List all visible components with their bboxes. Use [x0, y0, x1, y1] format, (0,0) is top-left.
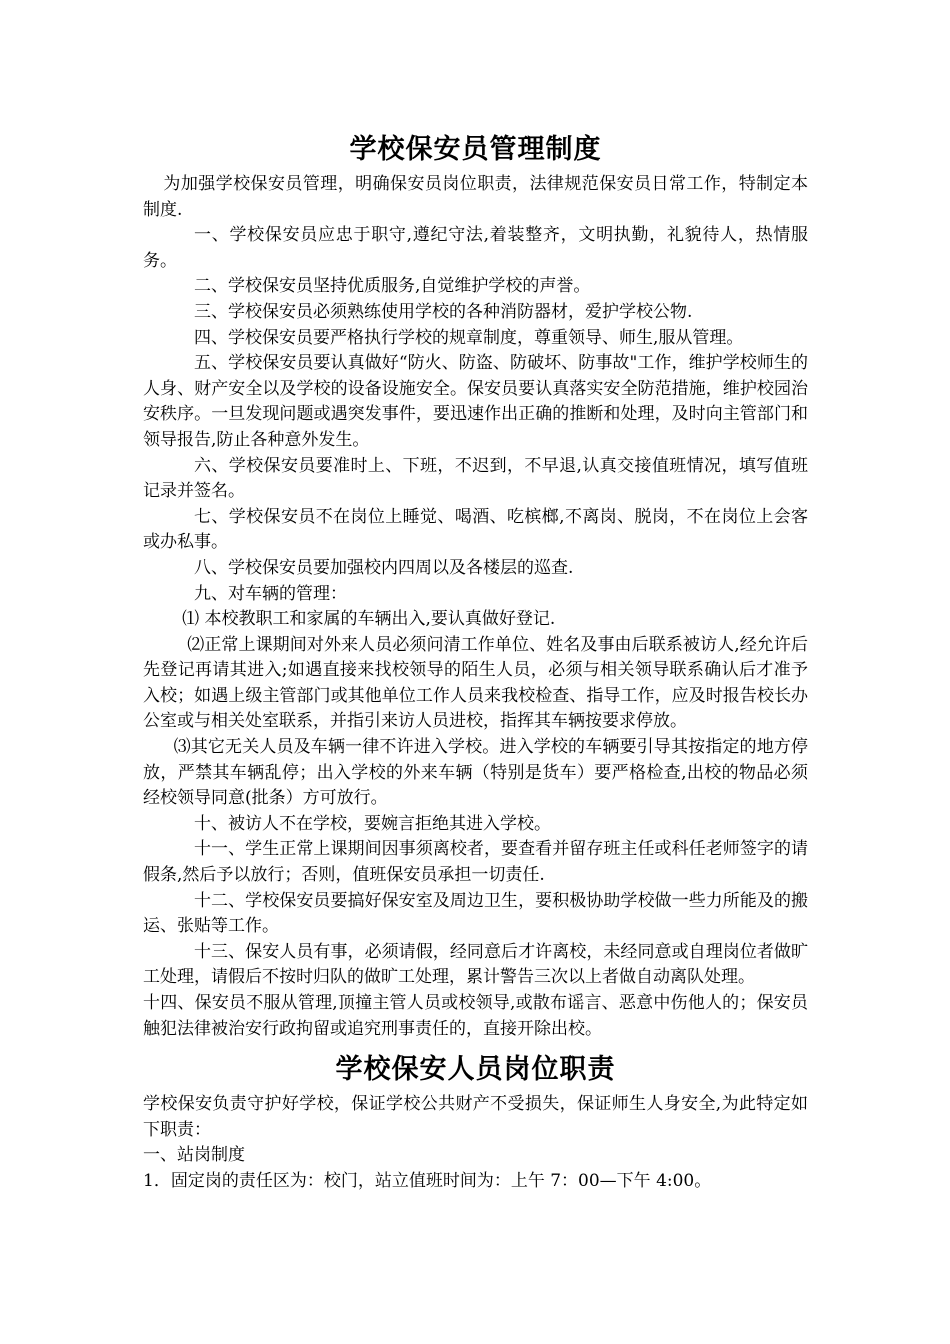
- paragraph: 一、站岗制度: [143, 1145, 245, 1166]
- paragraph: 七、学校保安员不在岗位上睡觉、喝酒、吃槟榔,不离岗、脱岗，不在岗位上会客或办私事。: [143, 506, 808, 553]
- paragraph: 十三、保安人员有事，必须请假，经同意后才许离校，未经同意或自理岗位者做旷工处理，请假后不按时归队的做旷工处理，累计警告三次以上者做自动离队处理。: [143, 941, 808, 988]
- regulation-body: [143, 172, 808, 1042]
- section-title: 学校保安人员岗位职责: [335, 1054, 616, 1086]
- paragraph: 十、被访人不在学校，要婉言拒绝其进入学校。: [194, 813, 551, 834]
- paragraph: 六、学校保安员要准时上、下班，不迟到，不早退,认真交接值班情况，填写值班记录并签名。: [143, 455, 808, 502]
- document-page: [143, 128, 808, 1195]
- paragraph: ⑴ 本校教职工和家属的车辆出入,要认真做好登记.: [182, 609, 556, 630]
- paragraph: ⑶其它无关人员及车辆一律不许进入学校。进入学校的车辆要引导其按指定的地方停放，严禁其车辆乱停；出入学校的外来车辆（特别是货车）要严格检查,出校的物品必须经校领导同意(批条）方可放行。: [143, 737, 808, 809]
- paragraph: 一、学校保安员应忠于职守,遵纪守法,着装整齐，文明执勤，礼貌待人，热情服务。: [143, 225, 808, 271]
- paragraph: 二、学校保安员坚持优质服务,自觉维护学校的声誉。: [194, 276, 591, 297]
- duties-body: [143, 1092, 808, 1194]
- paragraph: 九、对车辆的管理：: [194, 583, 347, 604]
- paragraph: 八、学校保安员要加强校内四周以及各楼层的巡查.: [194, 557, 574, 578]
- paragraph: ⑵正常上课期间对外来人员必须问清工作单位、姓名及事由后联系被访人,经允许后先登记再请其进入;如遇直接来找校领导的陌生人员，必须与相关领导联系确认后才准予入校；如遇上级主管部门或其他单位工作人员来我校检查、指导工作，应及时报告校长办公室或与相关处室联系，并指引来访人员进校，指挥其车辆按要求停放。: [143, 634, 808, 732]
- paragraph: 1．固定岗的责任区为：校门，站立值班时间为：上午 7：00—下午 4:00。: [143, 1170, 712, 1191]
- paragraph: 学校保安负责守护好学校，保证学校公共财产不受损失，保证师生人身安全,为此特定如下职责：: [143, 1094, 808, 1140]
- paragraph: 三、学校保安员必须熟练使用学校的各种消防器材，爱护学校公物.: [194, 301, 693, 322]
- paragraph: 十二、学校保安员要搞好保安室及周边卫生，要积极协助学校做一些力所能及的搬运、张贴等工作。: [143, 890, 808, 937]
- paragraph: 四、学校保安员要严格执行学校的规章制度，尊重领导、师生,服从管理。: [194, 327, 744, 348]
- paragraph: 十四、保安员不服从管理,顶撞主管人员或校领导,或散布谣言、恶意中伤他人的；保安员触犯法律被治安行政拘留或追究刑事责任的，直接开除出校。: [143, 993, 808, 1039]
- paragraph: 五、学校保安员要认真做好“防火、防盗、防破坏、防事故"工作，维护学校师生的人身、财产安全以及学校的设备设施安全。保安员要认真落实安全防范措施，维护校园治安秩序。一旦发现问题或遇突发事件，要迅速作出正确的推断和处理，及时向主管部门和领导报告,防止各种意外发生。: [143, 353, 808, 450]
- paragraph: 为加强学校保安员管理，明确保安员岗位职责，法律规范保安员日常工作，特制定本制度.: [143, 174, 808, 220]
- document-title: 学校保安员管理制度: [349, 134, 602, 165]
- paragraph: 十一、学生正常上课期间因事须离校者，要查看并留存班主任或科任老师签字的请假条,然后予以放行；否则，值班保安员承担一切责任.: [143, 839, 808, 886]
